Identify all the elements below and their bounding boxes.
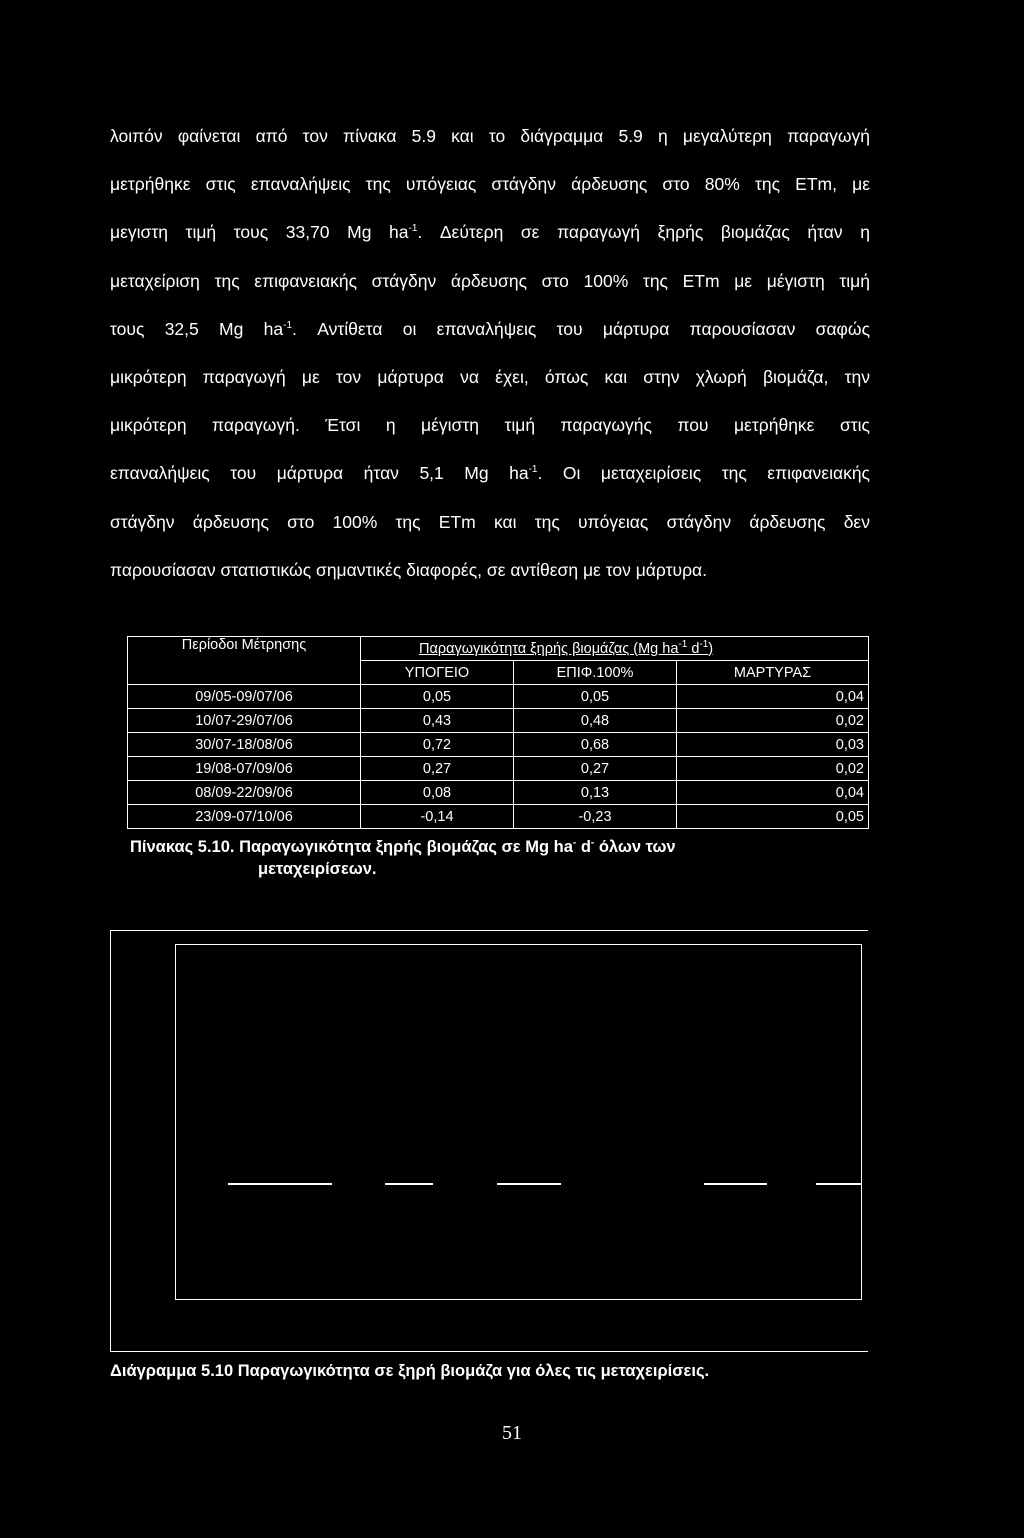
- group-header: Παραγωγικότητα ξηρής βιομάζας (Mg $ha^{-1}$ $d^{-1}$): [361, 637, 869, 661]
- table-row: [128, 685, 869, 709]
- value-cell: 0,05: [361, 685, 514, 709]
- table-header-row: [128, 637, 869, 661]
- period-cell: 10/07-29/07/06: [128, 709, 361, 733]
- value-cell: 0,27: [514, 757, 677, 781]
- figure-plot-bottom-border: [175, 1299, 862, 1300]
- table-caption: Πίνακας 5.10. Παραγωγικότητα ξηρής βιομάζας σε Mg ha- d- όλων των: [130, 837, 676, 856]
- text-line: παρουσίασαν στατιστικώς σημαντικές διαφορές, σε αντίθεση με τον μάρτυρα.: [110, 559, 708, 580]
- period-cell: 19/08-07/09/06: [128, 757, 361, 781]
- table-row: [128, 781, 869, 805]
- value-cell: 0,27: [361, 757, 514, 781]
- productivity-table: [127, 636, 869, 829]
- figure-dash-line: [816, 1183, 861, 1185]
- period-cell: 09/05-09/07/06: [128, 685, 361, 709]
- value-cell: 0,08: [361, 781, 514, 805]
- text-line: μετρήθηκε στις επαναλήψεις της υπόγειας στάγδην άρδευσης στο 80% της ETm, με: [110, 174, 870, 195]
- figure-dash-line: [385, 1183, 433, 1185]
- text-line: στάγδην άρδευσης στο 100% της ETm και της υπόγειας στάγδην άρδευσης δεν: [110, 511, 870, 532]
- value-cell: 0,02: [677, 709, 869, 733]
- table-row: [128, 757, 869, 781]
- figure-plot-right-border: [861, 944, 862, 1300]
- value-cell: -0,14: [361, 805, 514, 829]
- value-cell: 0,72: [361, 733, 514, 757]
- value-cell: 0,04: [677, 685, 869, 709]
- text-line: επαναλήψεις του μάρτυρα ήταν 5,1 Mg $ha^{-1}$. Οι μεταχειρίσεις της επιφανειακής: [110, 463, 870, 484]
- table-caption-line2: μεταχειρίσεων.: [258, 860, 377, 878]
- page-number: 51: [502, 1422, 522, 1444]
- figure-plot-area: [175, 944, 862, 1299]
- table-row: [128, 805, 869, 829]
- value-cell: 0,05: [514, 685, 677, 709]
- body-paragraph: [110, 112, 870, 594]
- period-cell: 30/07-18/08/06: [128, 733, 361, 757]
- text-line: μικρότερη παραγωγή. Έτσι η μέγιστη τιμή παραγωγής που μετρήθηκε στις: [110, 415, 870, 436]
- value-cell: 0,13: [514, 781, 677, 805]
- text-line: μεταχείριση της επιφανειακής στάγδην άρδευσης στο 100% της ETm με μέγιστη τιμή: [110, 270, 870, 291]
- column-header: ΜΑΡΤΥΡΑΣ: [677, 661, 869, 685]
- column-header: ΕΠΙΦ.100%: [514, 661, 677, 685]
- value-cell: 0,03: [677, 733, 869, 757]
- text-line: μικρότερη παραγωγή με τον μάρτυρα να έχει, όπως και στην χλωρή βιομάζα, την: [110, 366, 870, 387]
- value-cell: -0,23: [514, 805, 677, 829]
- value-cell: 0,05: [677, 805, 869, 829]
- column-header: ΥΠΟΓΕΙΟ: [361, 661, 514, 685]
- value-cell: 0,48: [514, 709, 677, 733]
- text-line: τους 32,5 Mg $ha^{-1}$. Αντίθετα οι επαναλήψεις του μάρτυρα παρουσίασαν σαφώς: [110, 318, 871, 339]
- value-cell: 0,04: [677, 781, 869, 805]
- figure-caption: Διάγραμμα 5.10 Παραγωγικότητα σε ξηρή βιομάζα για όλες τις μεταχειρίσεις.: [110, 1362, 710, 1380]
- period-cell: 23/09-07/10/06: [128, 805, 361, 829]
- figure-dash-line: [704, 1183, 767, 1185]
- text-line: μεγιστη τιμή τους 33,70 Mg $ha^{-1}$. Δεύτερη σε παραγωγή ξηρής βιομάζας ήταν η: [110, 222, 870, 243]
- figure-dash-line: [228, 1183, 332, 1185]
- period-header: Περίοδοι Μέτρησης: [128, 637, 361, 685]
- figure-dash-line: [497, 1183, 561, 1185]
- table-row: [128, 733, 869, 757]
- text-line: λοιπόν φαίνεται από τον πίνακα 5.9 και το διάγραμμα 5.9 η μεγαλύτερη παραγωγή: [110, 126, 870, 146]
- value-cell: 0,43: [361, 709, 514, 733]
- value-cell: 0,02: [677, 757, 869, 781]
- period-cell: 08/09-22/09/06: [128, 781, 361, 805]
- value-cell: 0,68: [514, 733, 677, 757]
- table-row: [128, 709, 869, 733]
